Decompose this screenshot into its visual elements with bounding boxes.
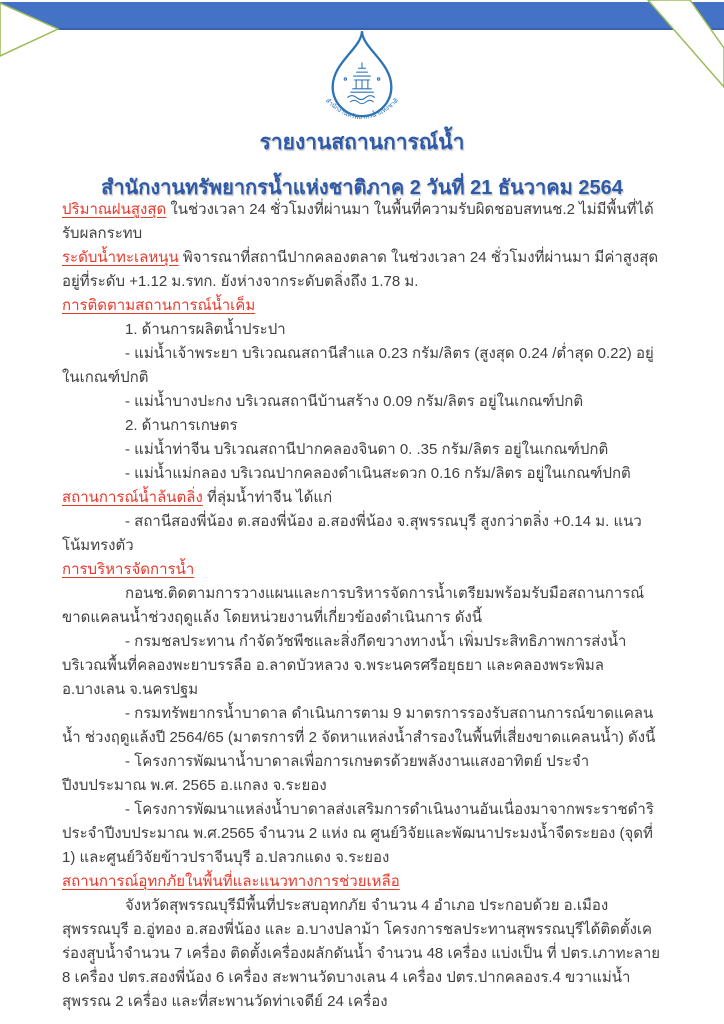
logo-curved-text: สำนักงานทรัพยากรน้ำแห่งชาติ (323, 97, 401, 122)
report-body (62, 198, 662, 1014)
logo-container (0, 28, 724, 130)
report-header (0, 126, 724, 203)
management-section-heading: การบริหารจัดการน้ำ (62, 561, 195, 578)
report-subtitle: สำนักงานทรัพยากรน้ำแห่งชาติภาค 2 วันที่ 21 ธันวาคม 2564 (101, 177, 623, 199)
salt-item: - แม่น้ำแม่กลอง บริเวณปากคลองดำเนินสะดวก 0.16 กรัม/ลิตร อยู่ในเกณฑ์ปกติ (125, 465, 631, 482)
management-item: - โครงการพัฒนาแหล่งน้ำบาดาลส่งเสริมการดำเนินงานอันเนื่องมาจากพระราชดำริ ประจำปีงบประมาณ พ.ศ.2565 จำนวน 2 แห่ง ณ ศูนย์วิจัยและพัฒนาประมงน้ำจืดระยอง (จุดที่ 1) และศูนย์วิจัยข้าวปราจีนบุรี อ.ปลวกแดง จ.ระยอง (62, 801, 654, 866)
rain-heading: ปริมาณฝนสูงสุด (62, 201, 167, 218)
management-item: - กรมชลประทาน กำจัดวัชพืชและสิ่งกีดขวางทางน้ำ เพิ่มประสิทธิภาพการส่งน้ำ บริเวณพื้นที่คลองพะยาบรรลือ อ.ลาดบัวหลวง จ.พระนครศรีอยุธยา และคลองพระพิมล อ.บางเลน จ.นครปฐม (62, 633, 627, 698)
overflow-heading: สถานการณ์น้ำล้นตลิ่ง (62, 489, 203, 506)
salt-item: - แม่น้ำเจ้าพระยา บริเวณณสถานีสำแล 0.23 กรัม/ลิตร (สูงสุด 0.24 /ต่ำสุด 0.22) อยู่ในเกณฑ์ปกติ (62, 345, 654, 386)
report-title: รายงานสถานการณ์น้ำ (259, 131, 465, 154)
management-item: - โครงการพัฒนาน้ำบาดาลเพื่อการเกษตรด้วยพลังงานแสงอาทิตย์ ประจำปีงบประมาณ พ.ศ. 2565 อ.แกลง จ.ระยอง (62, 753, 590, 794)
flood-section-heading: สถานการณ์อุทกภัยในพื้นที่และแนวทางการช่วยเหลือ (62, 873, 400, 890)
salt-item: - แม่น้ำบางปะกง บริเวณสถานีบ้านสร้าง 0.09 กรัม/ลิตร อยู่ในเกณฑ์ปกติ (125, 393, 584, 410)
rain-text: ในช่วงเวลา 24 ชั่วโมงที่ผ่านมา ในพื้นที่ความรับผิดชอบสทนช.2 ไม่มีพื้นที่ได้รับผลกระทบ (62, 201, 654, 242)
tide-text: พิจารณาที่สถานีปากคลองตลาด ในช่วงเวลา 24 ชั่วโมงที่ผ่านมา มีค่าสูงสุดอยู่ที่ระดับ +1.12 ม.รทก. ยังห่างจากระดับตลิ่งถึง 1.78 ม. (62, 249, 659, 290)
management-intro: กอนช.ติดตามการวางแผนและการบริหารจัดการน้ำเตรียมพร้อมรับมือสถานการณ์ขาดแคลนน้ำช่วงฤดูแล้ง โดยหน่วยงานที่เกี่ยวข้องดำเนินการ ดังนี้ (62, 585, 645, 626)
overflow-paragraph (62, 486, 662, 510)
rain-paragraph (62, 198, 662, 246)
flood-paragraph: จังหวัดสุพรรณบุรีมีพื้นที่ประสบอุทกภัย จำนวน 4 อำเภอ ประกอบด้วย อ.เมืองสุพรรณบุรี อ.อู่ทอง อ.สองพี่น้อง และ อ.บางปลาม้า โครงการชลประทานสุพรรณบุรีได้ติดตั้งเคร่องสฺูบน้ำจำนวน 7 เครื่อง ติดตั้งเครื่องผลักดันน้ำ จำนวน 48 เครื่อง แบ่งเป็น ที่ ปตร.เภาทะลาย 8 เครื่อง ปตร.สองพี่น้อง 6 เครื่อง สะพานวัดบางเลน 4 เครื่อง ปตร.ปากคลองร.4 ขวาแม่น้ำสุพรรณ 2 เครื่อง และที่สะพานวัดท่าเจดีย์ 24 เครื่อง (62, 897, 661, 1010)
salt-item: 2. ด้านการเกษตร (125, 417, 238, 434)
header-banner (0, 2, 724, 30)
salt-item: - แม่น้ำท่าจีน บริเวณสถานีปากคลองจินดา 0. .35 กรัม/ลิตร อยู่ในเกณฑ์ปกติ (125, 441, 609, 458)
overflow-text: ที่ลุ่มน้ำท่าจีน ได้แก่ (202, 489, 333, 506)
onwr-waterdrop-logo-icon (318, 28, 406, 130)
management-item: - กรมทรัพยากรน้ำบาดาล ดำเนินการตาม 9 มาตรการรองรับสถานการณ์ขาดแคลนน้ำ ช่วงฤดูแล้งปี 2564/65 (มาตรการที่ 2 จัดหาแหล่งน้ำสำรองในพื้นที่เสี่ยงขาดแคลนน้ำ) ดังนี้ (62, 705, 656, 746)
tide-paragraph (62, 246, 662, 294)
salt-section-heading: การติดตามสถานการณ์น้ำเค็ม (62, 297, 256, 314)
tide-heading: ระดับน้ำทะเลหนุน (62, 249, 179, 266)
salt-item: 1. ด้านการผลิตน้ำประปา (125, 321, 286, 338)
overflow-item: - สถานีสองพี่น้อง ต.สองพี่น้อง อ.สองพี่น้อง จ.สุพรรณบุรี สูงกว่าตลิ่ง +0.14 ม. แนวโน้มทรงตัว (62, 513, 642, 554)
